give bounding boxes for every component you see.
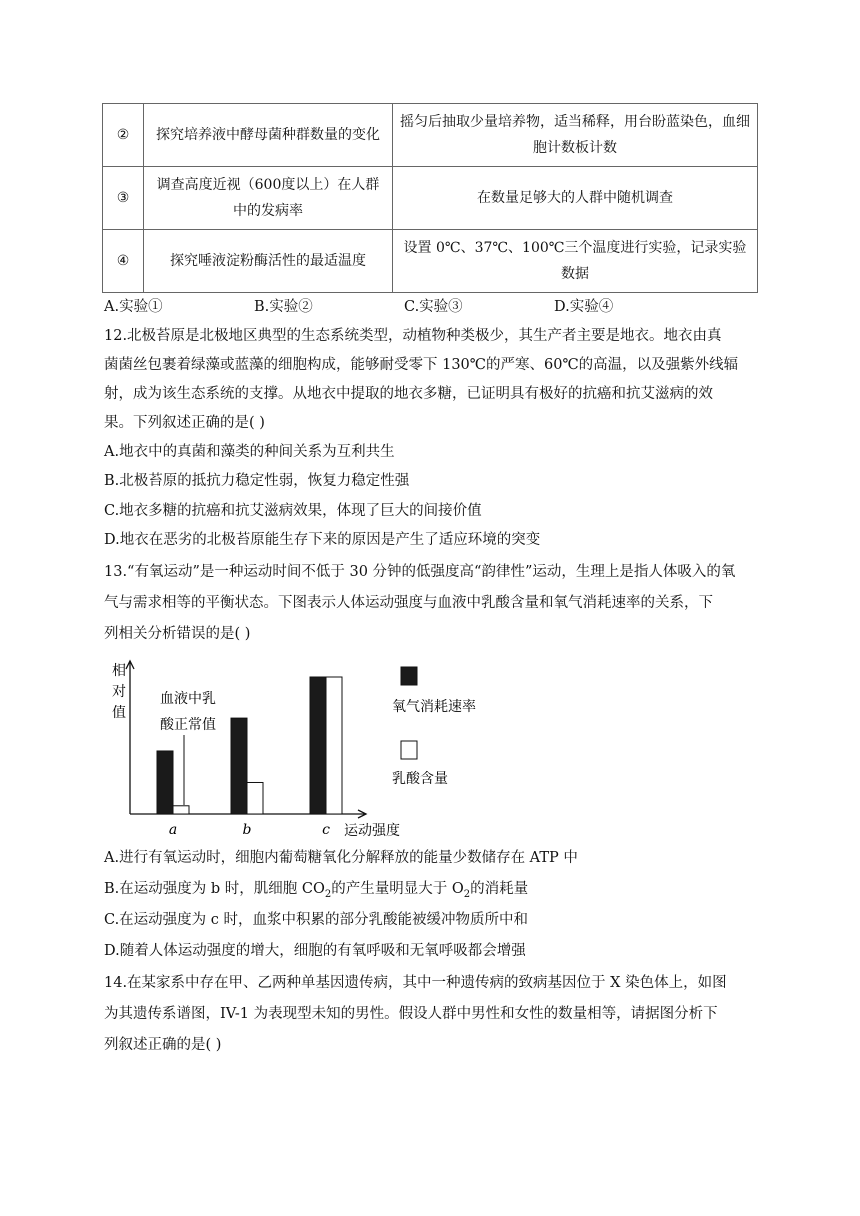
q11-options bbox=[104, 297, 613, 317]
experiment-method: 摇匀后抽取少量培养物，适当稀释，用台盼蓝染色，血细胞计数板计数 bbox=[393, 104, 758, 167]
q13-option-b-part: 的产生量明显大于 O bbox=[331, 881, 464, 897]
q12-stem-line: 射，成为该生态系统的支撑。从地衣中提取的地衣多糖，已证明具有极好的抗癌和抗艾滋病的效 bbox=[104, 386, 713, 402]
x-tick-label: b bbox=[242, 822, 252, 837]
experiment-name: 探究培养液中酵母菌种群数量的变化 bbox=[144, 104, 393, 167]
experiment-method: 在数量足够大的人群中随机调查 bbox=[393, 167, 758, 230]
experiment-name: 探究唾液淀粉酶活性的最适温度 bbox=[144, 230, 393, 293]
q14-stem-line: 列叙述正确的是( ) bbox=[104, 1037, 222, 1053]
table-row bbox=[103, 167, 758, 230]
q13-option-b-sub: 2 bbox=[463, 888, 471, 900]
y-axis-label: 对 bbox=[112, 684, 126, 700]
lactate-bar bbox=[326, 677, 342, 814]
q13-option-c: C.在运动强度为 c 时，血浆中积累的部分乳酸能被缓冲物质所中和 bbox=[104, 912, 529, 928]
q13-option-b bbox=[104, 879, 528, 905]
q12-option-c: C.地衣多糖的抗癌和抗艾滋病效果，体现了巨大的间接价值 bbox=[104, 503, 482, 519]
y-axis-label: 相 bbox=[112, 663, 126, 679]
q12-option-a: A.地衣中的真菌和藻类的种间关系为互利共生 bbox=[104, 444, 395, 460]
legend-swatch-oxygen bbox=[401, 667, 417, 685]
q12-stem-line: 12.北极苔原是北极地区典型的生态系统类型，动植物种类极少，其生产者主要是地衣。地衣由真 bbox=[104, 328, 722, 344]
oxygen-bar bbox=[310, 677, 326, 814]
x-tick-label: c bbox=[322, 822, 330, 837]
lactate-bar bbox=[247, 782, 263, 814]
q14-stem-line: 14.在某家系中存在甲、乙两种单基因遗传病，其中一种遗传病的致病基因位于 X 染色体上，如图 bbox=[104, 975, 727, 991]
q14-stem-line: 为其遗传系谱图，IV-1 为表现型未知的男性。假设人群中男性和女性的数量相等，请据图分析下 bbox=[104, 1006, 718, 1022]
oxygen-bar bbox=[157, 751, 173, 814]
q13-stem-line: 列相关分析错误的是( ) bbox=[104, 626, 251, 642]
q11-option-d: D.实验④ bbox=[554, 299, 614, 315]
experiment-method: 设置 0℃、37℃、100℃三个温度进行实验，记录实验数据 bbox=[393, 230, 758, 293]
row-number: ② bbox=[103, 104, 144, 167]
q13-option-b-sub: 2 bbox=[324, 888, 332, 900]
experiment-name: 调查高度近视（600度以上）在人群中的发病率 bbox=[144, 167, 393, 230]
q12-stem-line: 菌菌丝包裹着绿藻或蓝藻的细胞构成，能够耐受零下 130℃的严寒、60℃的高温，以及强紫外线辐 bbox=[104, 357, 739, 373]
legend-label-lactate: 乳酸含量 bbox=[392, 771, 448, 787]
q13-option-b-part: 的消耗量 bbox=[470, 881, 529, 897]
q13-stem-line: 13.“有氧运动”是一种运动时间不低于 30 分钟的低强度高“韵律性”运动，生理上是指人体吸入的氧 bbox=[104, 564, 736, 580]
q11-option-b: B.实验② bbox=[254, 299, 313, 315]
oxygen-bar bbox=[231, 718, 247, 814]
annotation-text: 血液中乳 bbox=[160, 691, 216, 707]
q12-option-b: B.北极苔原的抵抗力稳定性弱，恢复力稳定性强 bbox=[104, 473, 410, 489]
q13-stem-line: 气与需求相等的平衡状态。下图表示人体运动强度与血液中乳酸含量和氧气消耗速率的关系，下 bbox=[104, 595, 713, 611]
x-axis-label: 运动强度 bbox=[344, 823, 400, 837]
table-row bbox=[103, 230, 758, 293]
experiment-table bbox=[102, 103, 758, 293]
q12-option-d: D.地衣在恶劣的北极苔原能生存下来的原因是产生了适应环境的突变 bbox=[104, 532, 541, 548]
y-axis-label: 值 bbox=[112, 705, 126, 721]
q11-option-c: C.实验③ bbox=[404, 299, 463, 315]
legend-label-oxygen: 氧气消耗速率 bbox=[392, 699, 476, 715]
x-tick-label: a bbox=[168, 822, 178, 837]
q13-option-a: A.进行有氧运动时，细胞内葡萄糖氧化分解释放的能量少数储存在 ATP 中 bbox=[104, 850, 578, 866]
chart-svg bbox=[104, 657, 524, 837]
q11-option-a: A.实验① bbox=[104, 299, 163, 315]
table-row bbox=[103, 104, 758, 167]
lactate-bar bbox=[173, 806, 189, 814]
annotation-text: 酸正常值 bbox=[160, 717, 216, 733]
legend-swatch-lactate bbox=[401, 741, 417, 759]
row-number: ④ bbox=[103, 230, 144, 293]
row-number: ③ bbox=[103, 167, 144, 230]
q13-option-b-part: B.在运动强度为 b 时，肌细胞 CO bbox=[104, 881, 325, 897]
q13-option-d: D.随着人体运动强度的增大，细胞的有氧呼吸和无氧呼吸都会增强 bbox=[104, 943, 526, 959]
q12-stem-line: 果。下列叙述正确的是( ) bbox=[104, 415, 265, 431]
q13-bar-chart bbox=[104, 657, 524, 841]
